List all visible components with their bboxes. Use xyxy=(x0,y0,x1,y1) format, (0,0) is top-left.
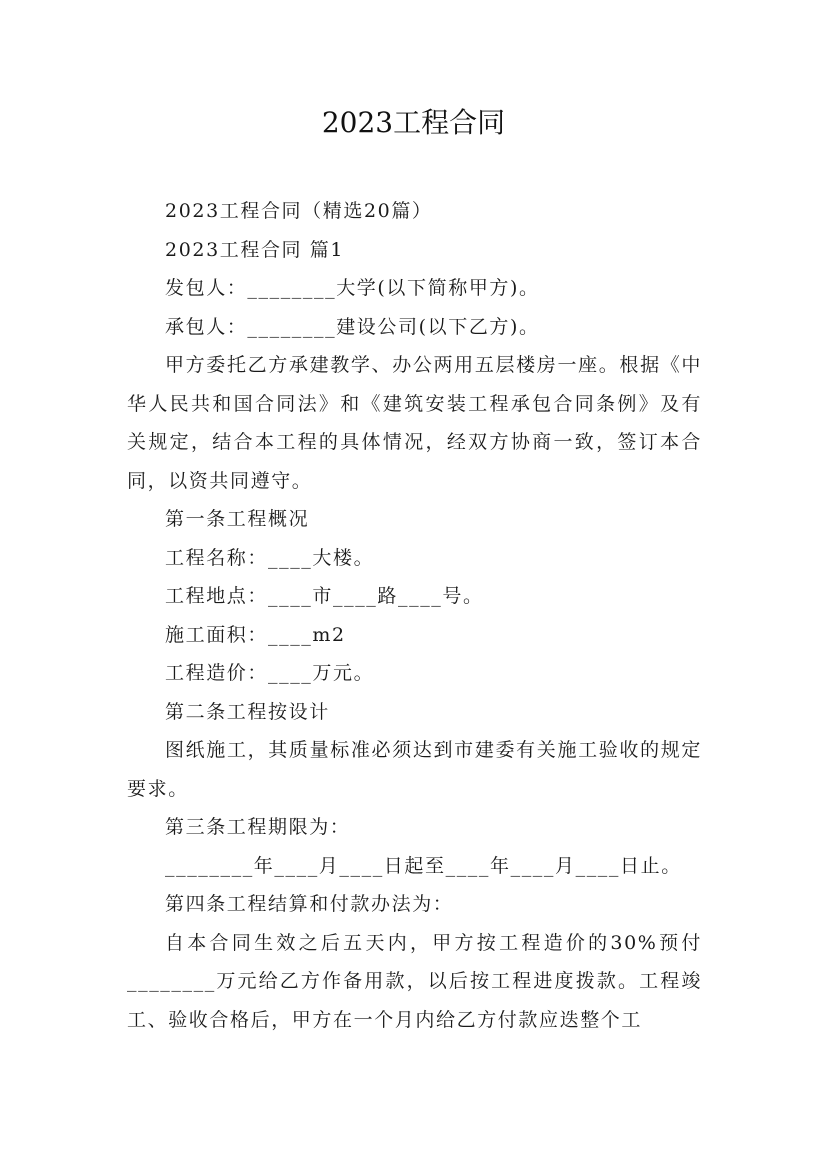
paragraph-preamble: 甲方委托乙方承建教学、办公两用五层楼房一座。根据《中华人民共和国合同法》和《建筑安装工程承包合同条例》及有关规定，结合本工程的具体情况，经双方协商一致，签订本合同，以资共同遵守。 xyxy=(127,354,702,492)
paragraph-quality-standard: 图纸施工，其质量标准必须达到市建委有关施工验收的规定要求。 xyxy=(127,739,702,800)
document-body xyxy=(127,192,702,1039)
paragraph-project-name: 工程名称：____大楼。 xyxy=(165,546,375,569)
paragraph-contractor: 承包人：________建设公司(以下乙方)。 xyxy=(165,315,540,338)
paragraph-construction-area: 施工面积：____m2 xyxy=(165,623,346,646)
paragraph-project-location: 工程地点：____市____路____号。 xyxy=(165,585,484,607)
paragraph-clause-1-heading: 第一条工程概况 xyxy=(165,508,310,530)
paragraph-clause-2-heading: 第二条工程按设计 xyxy=(165,700,330,723)
document-title: 2023工程合同 xyxy=(321,106,506,139)
paragraph-employer: 发包人：________大学(以下简称甲方)。 xyxy=(165,277,540,299)
paragraph-clause-3-heading: 第三条工程期限为： xyxy=(165,816,351,838)
paragraph-project-cost: 工程造价：____万元。 xyxy=(165,662,375,684)
paragraph-project-period: ________年____月____日起至____年____月____日止。 xyxy=(165,854,682,877)
paragraph-article-heading: 2023工程合同 篇1 xyxy=(165,238,345,261)
paragraph-clause-4-heading: 第四条工程结算和付款办法为： xyxy=(165,893,454,915)
paragraph-payment-terms: 自本合同生效之后五天内，甲方按工程造价的30%预付________万元给乙方作备用款，以后按工程进度拨款。工程竣工、验收合格后，甲方在一个月内给乙方付款应迭整个工 xyxy=(127,931,702,1031)
paragraph-collection-heading: 2023工程合同（精选20篇） xyxy=(165,200,433,222)
